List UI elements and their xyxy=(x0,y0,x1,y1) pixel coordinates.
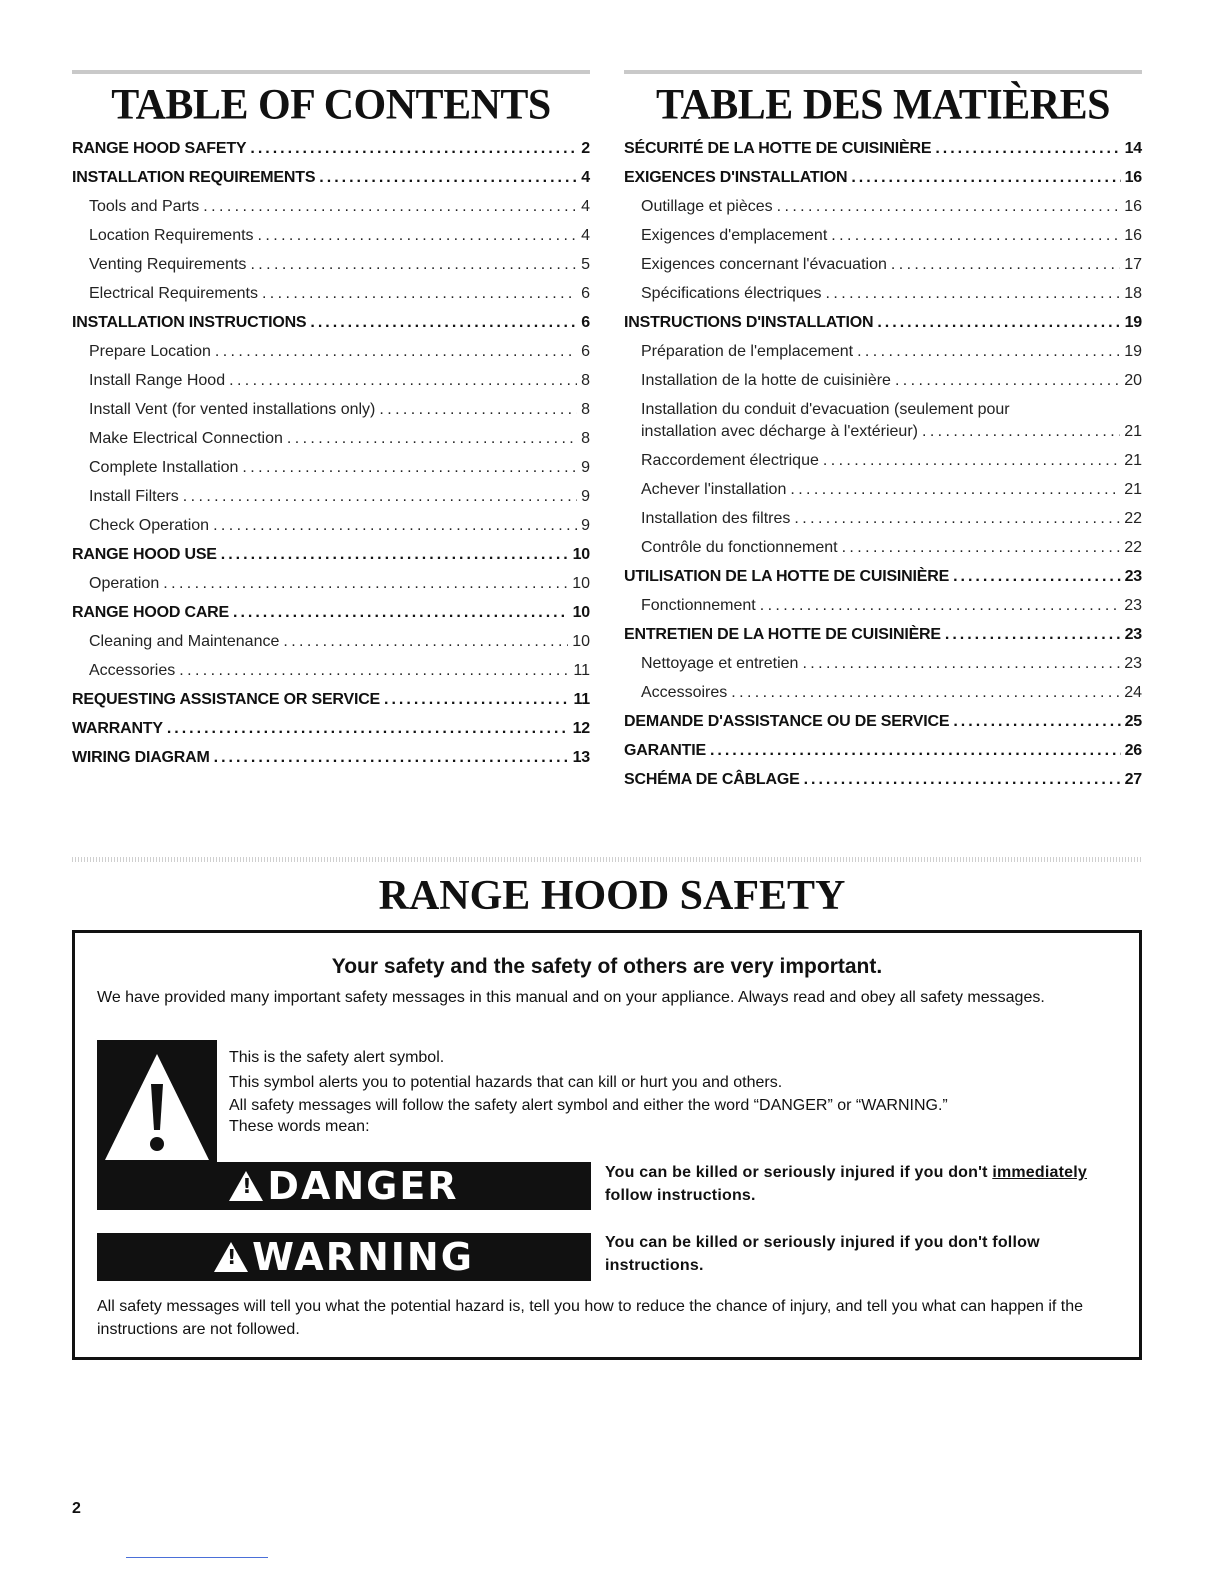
dot-leader xyxy=(823,446,1120,475)
toc-entry-page: 9 xyxy=(581,517,590,534)
toc-entry[interactable] xyxy=(72,743,590,772)
dot-leader xyxy=(213,511,577,540)
dot-leader xyxy=(935,134,1120,163)
dot-leader xyxy=(221,540,569,569)
dot-leader xyxy=(233,598,569,627)
toc-entry[interactable] xyxy=(624,308,1142,337)
toc-entry[interactable] xyxy=(624,134,1142,163)
toc-entry[interactable] xyxy=(72,482,590,511)
toc-entry[interactable] xyxy=(72,192,590,221)
toc-entry[interactable] xyxy=(72,395,590,424)
toc-entry[interactable] xyxy=(624,475,1142,504)
toc-entry[interactable] xyxy=(624,591,1142,620)
toc-entry[interactable] xyxy=(72,453,590,482)
toc-entry-page: 21 xyxy=(1124,452,1142,469)
toc-entry-label: Operation xyxy=(89,575,160,592)
safety-headline: Your safety and the safety of others are very important. xyxy=(331,955,883,978)
toc-entry[interactable] xyxy=(72,656,590,685)
dot-leader xyxy=(250,134,577,163)
danger-text-end: follow instructions. xyxy=(605,1187,756,1204)
toc-entry-page: 8 xyxy=(581,401,590,418)
toc-entry-page: 20 xyxy=(1124,372,1142,389)
warning-description: You can be killed or seriously injured if you don't follow instructions. xyxy=(605,1234,1040,1274)
toc-entry-page: 17 xyxy=(1124,256,1142,273)
toc-entry-label: Exigences d'emplacement xyxy=(641,227,828,244)
dot-leader xyxy=(831,221,1120,250)
toc-entry-page: 22 xyxy=(1124,510,1142,527)
toc-entry-page: 9 xyxy=(581,488,590,505)
toc-entry-page: 4 xyxy=(581,227,590,244)
toc-entry-page: 14 xyxy=(1124,140,1142,157)
toc-entry[interactable] xyxy=(624,395,1142,446)
toc-entry-label: Fonctionnement xyxy=(641,597,756,614)
toc-entry[interactable] xyxy=(624,192,1142,221)
toc-entry-label: Prepare Location xyxy=(89,343,211,360)
dot-leader xyxy=(851,163,1120,192)
toc-entry-page: 22 xyxy=(1124,539,1142,556)
alert-triangle-icon xyxy=(229,1171,263,1201)
toc-entry-label: Venting Requirements xyxy=(89,256,247,273)
toc-entry-label: Complete Installation xyxy=(89,459,239,476)
toc-entry-label: Installation de la hotte de cuisinière xyxy=(641,372,891,389)
toc-entry[interactable] xyxy=(72,511,590,540)
toc-entry[interactable] xyxy=(72,250,590,279)
toc-entry[interactable] xyxy=(624,337,1142,366)
dot-leader xyxy=(842,533,1121,562)
alert-triangle-icon xyxy=(214,1242,248,1272)
toc-entry-label: Installation du conduit d'evacuation (seulement pour xyxy=(641,401,1010,418)
warning-signal-word xyxy=(97,1233,591,1281)
toc-entry[interactable] xyxy=(624,620,1142,649)
section-divider xyxy=(72,857,1142,862)
dot-leader xyxy=(319,163,577,192)
warning-label: WARNING xyxy=(252,1235,474,1279)
toc-entry-label: WIRING DIAGRAM xyxy=(72,749,210,766)
toc-entry-label-continued: installation avec décharge à l'extérieur) xyxy=(641,423,918,440)
toc-entry[interactable] xyxy=(624,250,1142,279)
toc-list xyxy=(72,134,590,772)
toc-entry-page: 19 xyxy=(1124,314,1142,331)
toc-entry[interactable] xyxy=(624,163,1142,192)
toc-entry-label: DEMANDE D'ASSISTANCE OU DE SERVICE xyxy=(624,713,950,730)
symbol-line: All safety messages will follow the safety alert symbol and either the word “DANGER” or “WARNING.” xyxy=(229,1097,948,1114)
toc-entry-page: 24 xyxy=(1124,684,1142,701)
dot-leader xyxy=(163,569,568,598)
dot-leader xyxy=(283,627,568,656)
toc-entry-label: RANGE HOOD CARE xyxy=(72,604,230,621)
dot-leader xyxy=(857,337,1120,366)
toc-list xyxy=(624,134,1142,794)
toc-entry-page: 9 xyxy=(581,459,590,476)
toc-entry-page: 2 xyxy=(581,140,590,157)
toc-entry-label: INSTALLATION INSTRUCTIONS xyxy=(72,314,307,331)
toc-entry-page: 6 xyxy=(581,285,590,302)
toc-entry[interactable] xyxy=(624,765,1142,794)
toc-entry-page: 8 xyxy=(581,430,590,447)
dot-leader xyxy=(203,192,577,221)
dot-leader xyxy=(710,736,1121,765)
toc-entry[interactable] xyxy=(624,562,1142,591)
dot-leader xyxy=(242,453,577,482)
toc-entry[interactable] xyxy=(624,649,1142,678)
toc-entry-page: 11 xyxy=(573,691,590,708)
toc-entry-page: 5 xyxy=(581,256,590,273)
toc-entry-label: ENTRETIEN DE LA HOTTE DE CUISINIÈRE xyxy=(624,626,941,643)
safety-symbol-explanation xyxy=(229,1045,1109,1137)
toc-entry-label: Install Filters xyxy=(89,488,179,505)
dot-leader xyxy=(287,424,577,453)
toc-entry-page: 21 xyxy=(1124,481,1142,498)
toc-entry-label: Achever l'installation xyxy=(641,481,787,498)
dot-leader xyxy=(945,620,1121,649)
dot-leader xyxy=(310,308,577,337)
dot-leader xyxy=(250,250,577,279)
toc-entry-page: 25 xyxy=(1124,713,1142,730)
dot-leader xyxy=(183,482,577,511)
dot-leader xyxy=(953,562,1121,591)
toc-entry-label: Raccordement électrique xyxy=(641,452,819,469)
toc-entry[interactable] xyxy=(72,221,590,250)
toc-entry[interactable] xyxy=(72,685,590,714)
toc-entry-page: 23 xyxy=(1124,626,1142,643)
symbol-line: These words mean: xyxy=(229,1118,370,1135)
toc-entry[interactable] xyxy=(72,163,590,192)
danger-label: DANGER xyxy=(267,1164,459,1208)
toc-entry[interactable] xyxy=(624,707,1142,736)
toc-entry[interactable] xyxy=(72,569,590,598)
toc-entry[interactable] xyxy=(624,221,1142,250)
toc-entry-label: SÉCURITÉ DE LA HOTTE DE CUISINIÈRE xyxy=(624,140,932,157)
toc-entry-label: INSTRUCTIONS D'INSTALLATION xyxy=(624,314,874,331)
toc-entry-label: Cleaning and Maintenance xyxy=(89,633,280,650)
dot-leader xyxy=(953,707,1120,736)
toc-entry-label: EXIGENCES D'INSTALLATION xyxy=(624,169,848,186)
toc-top-rule xyxy=(72,70,590,74)
dot-leader xyxy=(179,656,569,685)
toc-entry-page: 6 xyxy=(581,343,590,360)
toc-entry-page: 10 xyxy=(572,546,590,563)
toc-entry[interactable] xyxy=(624,736,1142,765)
dot-leader xyxy=(229,366,577,395)
toc-entry[interactable] xyxy=(72,627,590,656)
dot-leader xyxy=(895,366,1120,395)
dot-leader xyxy=(826,279,1121,308)
safety-footer: All safety messages will tell you what the potential hazard is, tell you how to reduce the chance of injury, and tell you what can happen if the instructions are not followed. xyxy=(97,1298,1084,1338)
footer-rule xyxy=(126,1557,268,1558)
toc-entry-page: 10 xyxy=(572,604,590,621)
toc-entry-label: Installation des filtres xyxy=(641,510,791,527)
toc-entry[interactable] xyxy=(72,308,590,337)
dot-leader xyxy=(777,192,1121,221)
dot-leader xyxy=(804,765,1121,794)
dot-leader xyxy=(215,337,577,366)
toc-title: TABLE DES MATIÈRES xyxy=(656,81,1110,129)
dot-leader xyxy=(214,743,569,772)
toc-entry-page: 16 xyxy=(1124,169,1142,186)
toc-entry[interactable] xyxy=(72,540,590,569)
dot-leader xyxy=(877,308,1120,337)
dot-leader xyxy=(790,475,1120,504)
toc-entry-label: Exigences concernant l'évacuation xyxy=(641,256,887,273)
dot-leader xyxy=(891,250,1120,279)
toc-entry-label: REQUESTING ASSISTANCE OR SERVICE xyxy=(72,691,381,708)
toc-entry-page: 18 xyxy=(1124,285,1142,302)
danger-text: You can be killed or seriously injured if you don't xyxy=(605,1164,993,1181)
dot-leader xyxy=(731,678,1120,707)
toc-entry-page: 12 xyxy=(572,720,590,737)
toc-entry-label: RANGE HOOD USE xyxy=(72,546,217,563)
toc-entry-label: RANGE HOOD SAFETY xyxy=(72,140,247,157)
toc-top-rule xyxy=(624,70,1142,74)
toc-entry-label: Accessories xyxy=(89,662,176,679)
toc-entry[interactable] xyxy=(624,366,1142,395)
toc-entry-label: Install Vent (for vented installations only) xyxy=(89,401,376,418)
toc-entry-page: 21 xyxy=(1124,423,1142,440)
toc-entry[interactable] xyxy=(72,366,590,395)
toc-entry-label: Préparation de l'emplacement xyxy=(641,343,854,360)
symbol-line: This is the safety alert symbol. xyxy=(229,1049,445,1066)
toc-entry-page: 23 xyxy=(1124,597,1142,614)
toc-title: TABLE OF CONTENTS xyxy=(111,81,551,129)
page-number: 2 xyxy=(72,1500,81,1517)
toc-entry-page: 23 xyxy=(1124,568,1142,585)
toc-entry-label: SCHÉMA DE CÂBLAGE xyxy=(624,771,800,788)
safety-box xyxy=(72,930,1142,1360)
toc-entry-page: 23 xyxy=(1124,655,1142,672)
symbol-line: This symbol alerts you to potential hazards that can kill or hurt you and others. xyxy=(229,1074,783,1091)
toc-entry-label: Check Operation xyxy=(89,517,210,534)
toc-entry-page: 27 xyxy=(1124,771,1142,788)
toc-entry[interactable] xyxy=(624,678,1142,707)
toc-entry[interactable] xyxy=(72,337,590,366)
danger-text-emphasis: immediately xyxy=(992,1164,1087,1181)
toc-entry[interactable] xyxy=(624,504,1142,533)
toc-entry-page: 11 xyxy=(573,662,590,679)
toc-entry-page: 26 xyxy=(1124,742,1142,759)
toc-entry-page: 8 xyxy=(581,372,590,389)
section-title: RANGE HOOD SAFETY xyxy=(378,873,846,919)
toc-entry-page: 16 xyxy=(1124,198,1142,215)
dot-leader xyxy=(802,649,1120,678)
toc-entry-page: 10 xyxy=(572,633,590,650)
danger-signal-word xyxy=(97,1162,591,1210)
toc-entry-label: GARANTIE xyxy=(624,742,706,759)
toc-entry-label: INSTALLATION REQUIREMENTS xyxy=(72,169,316,186)
toc-entry[interactable] xyxy=(72,598,590,627)
toc-entry-label: Make Electrical Connection xyxy=(89,430,283,447)
toc-entry-page: 4 xyxy=(581,169,590,186)
toc-entry-page: 19 xyxy=(1124,343,1142,360)
toc-entry-page: 16 xyxy=(1124,227,1142,244)
toc-entry-page: 10 xyxy=(572,575,590,592)
dot-leader xyxy=(384,685,569,714)
toc-entry-label: Location Requirements xyxy=(89,227,254,244)
toc-entry[interactable] xyxy=(72,424,590,453)
toc-entry-label: UTILISATION DE LA HOTTE DE CUISINIÈRE xyxy=(624,568,950,585)
toc-entry-label: Install Range Hood xyxy=(89,372,226,389)
dot-leader xyxy=(794,504,1120,533)
toc-entry-label: Nettoyage et entretien xyxy=(641,655,799,672)
dot-leader xyxy=(258,221,578,250)
toc-entry[interactable] xyxy=(72,134,590,163)
toc-entry[interactable] xyxy=(72,714,590,743)
dot-leader xyxy=(379,395,577,424)
safety-intro: We have provided many important safety messages in this manual and on your appliance. Always read and obey all safety messages. xyxy=(97,989,1045,1006)
dot-leader xyxy=(167,714,569,743)
dot-leader xyxy=(922,421,1120,443)
toc-entry-label: Outillage et pièces xyxy=(641,198,773,215)
toc-entry-label: WARRANTY xyxy=(72,720,163,737)
danger-description xyxy=(605,1161,1125,1207)
toc-entry-label: Contrôle du fonctionnement xyxy=(641,539,838,556)
toc-english xyxy=(72,70,590,772)
dot-leader xyxy=(262,279,577,308)
toc-entry-line-2 xyxy=(641,421,1142,443)
toc-entry-page: 4 xyxy=(581,198,590,215)
toc-entry[interactable] xyxy=(624,446,1142,475)
toc-entry-label: Tools and Parts xyxy=(89,198,200,215)
toc-entry[interactable] xyxy=(624,533,1142,562)
toc-entry[interactable] xyxy=(72,279,590,308)
toc-entry-page: 6 xyxy=(581,314,590,331)
toc-entry-label: Spécifications électriques xyxy=(641,285,822,302)
safety-alert-icon xyxy=(97,1040,217,1175)
toc-entry-label: Electrical Requirements xyxy=(89,285,258,302)
dot-leader xyxy=(760,591,1120,620)
toc-entry-label: Accessoires xyxy=(641,684,728,701)
toc-entry[interactable] xyxy=(624,279,1142,308)
toc-entry-page: 13 xyxy=(572,749,590,766)
toc-french xyxy=(624,70,1142,794)
